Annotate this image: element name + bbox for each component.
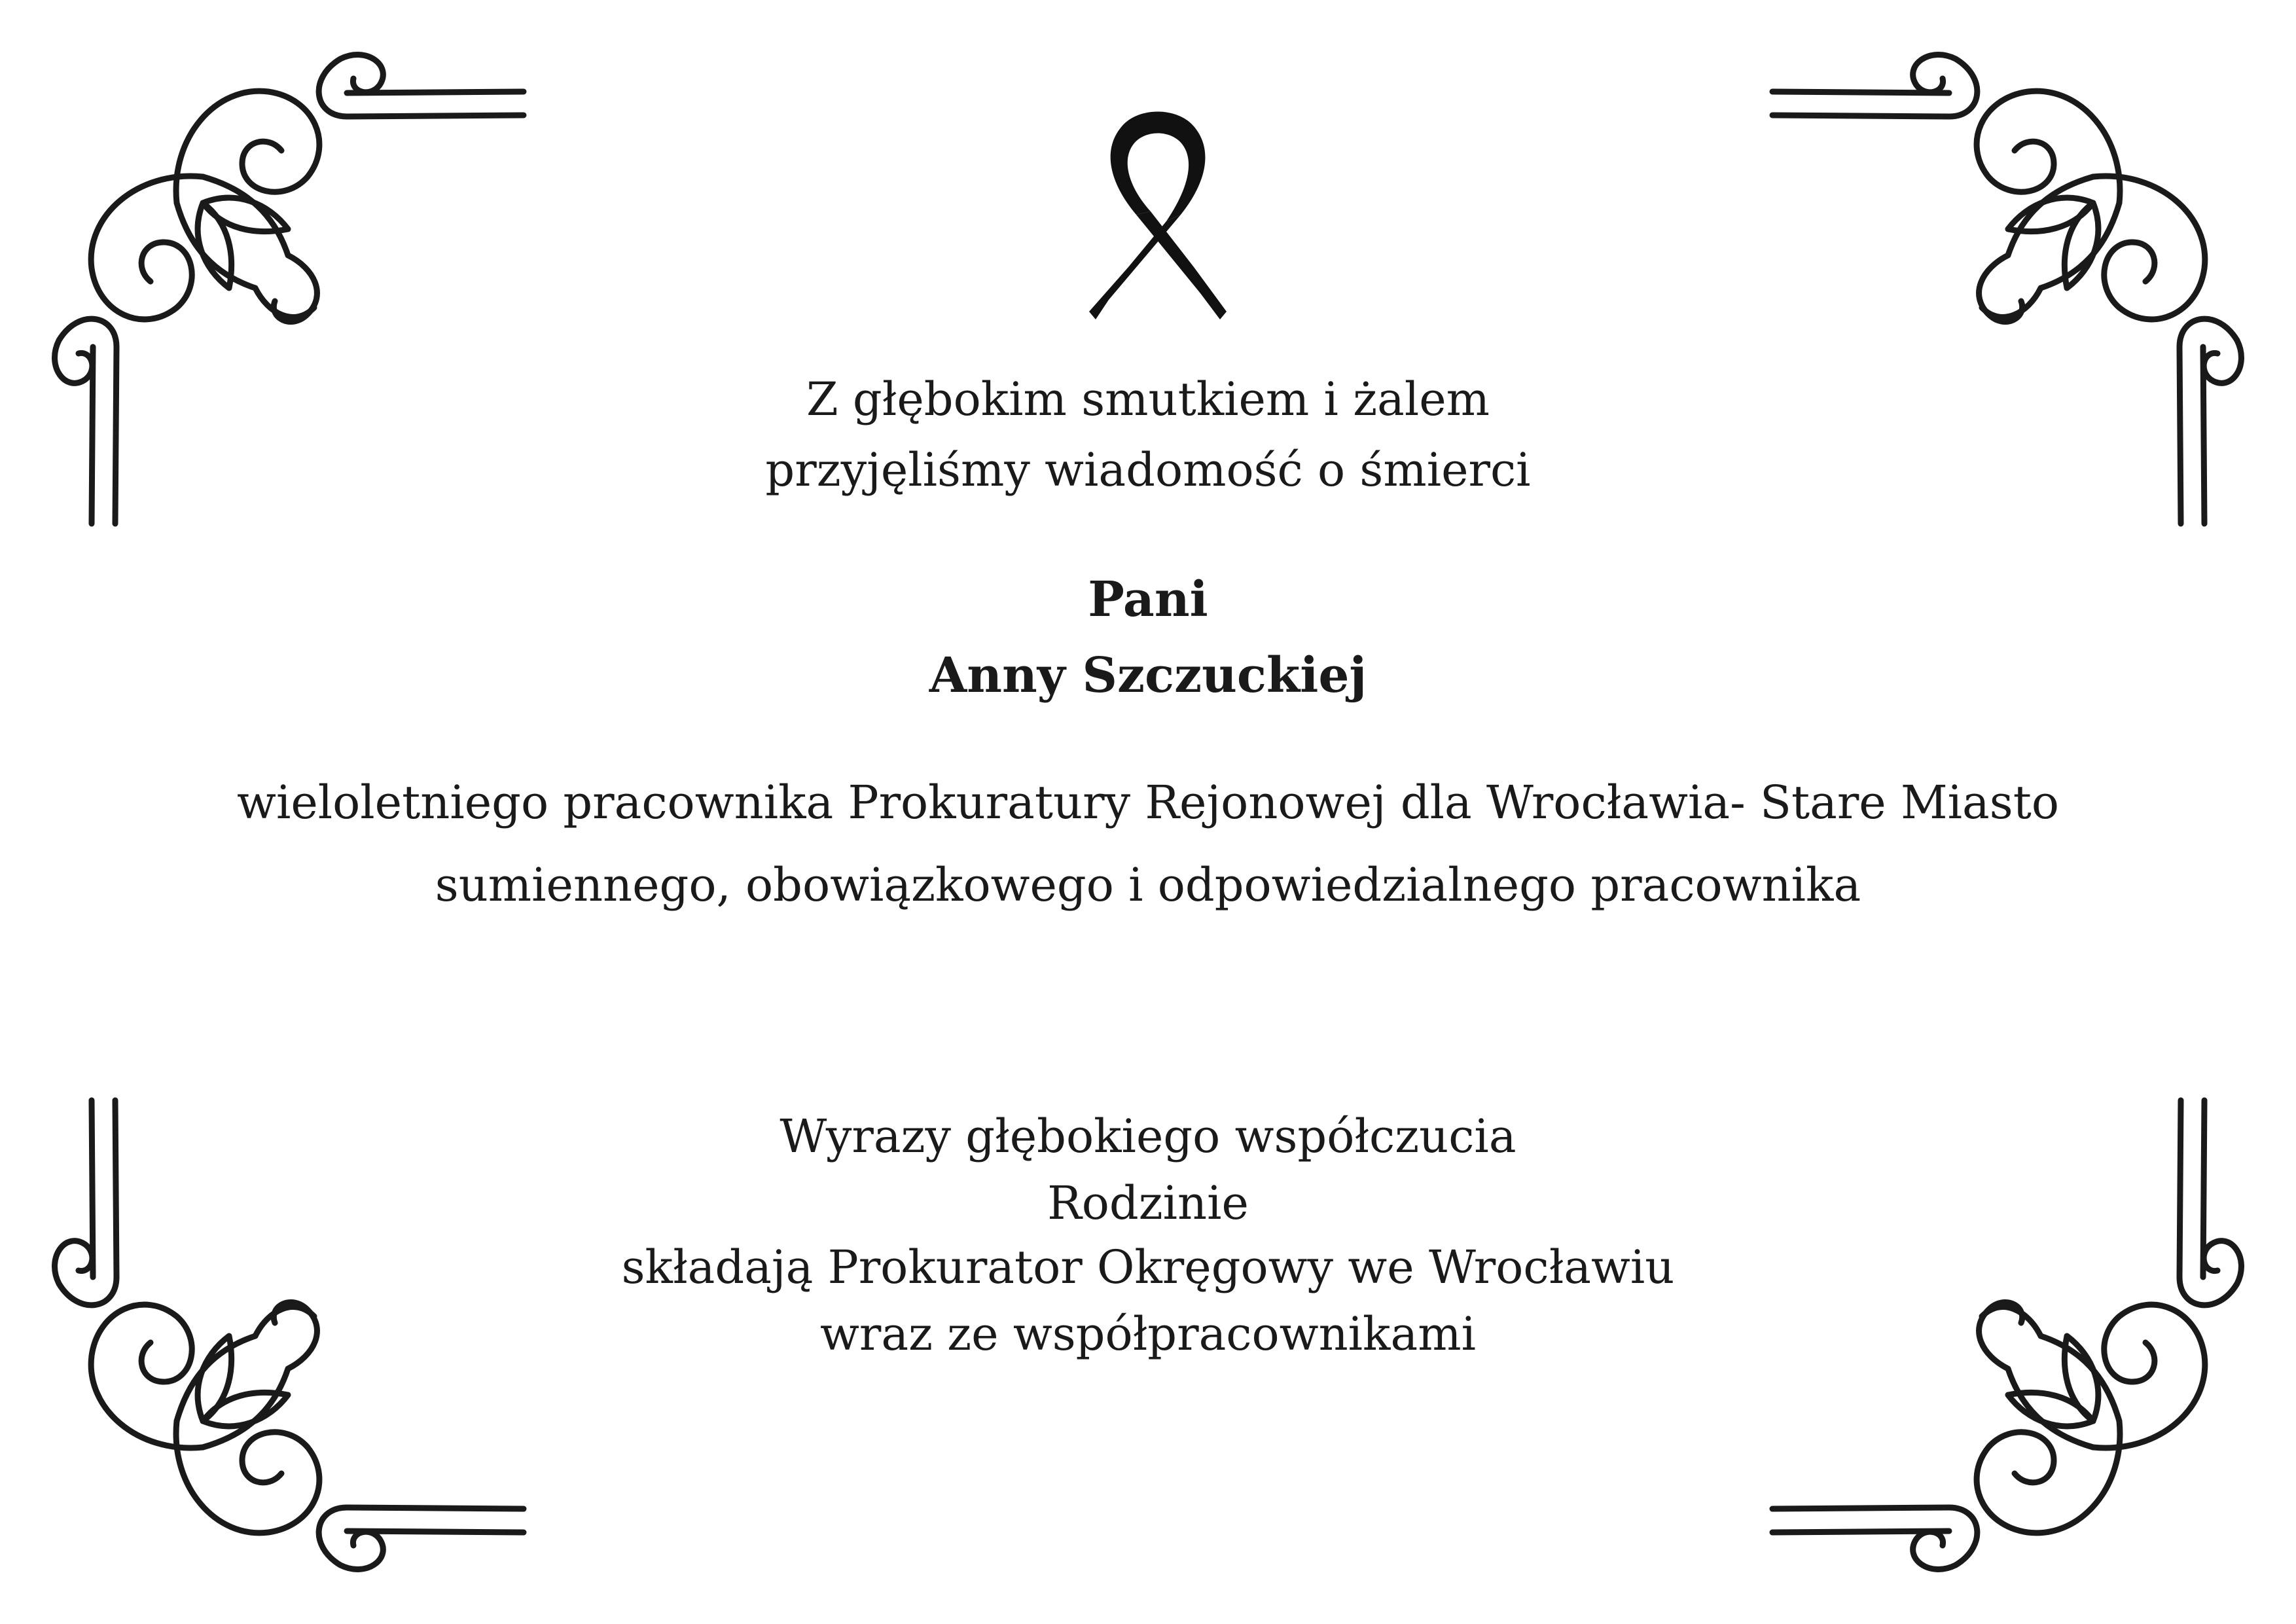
condolence-line-1: Wyrazy głębokiego współczucia	[780, 1110, 1516, 1163]
condolence-line-2: Rodzinie	[1047, 1176, 1249, 1230]
honorific: Pani	[1088, 571, 1208, 628]
description-line-1: wieloletniego pracownika Prokuratury Rejonowej dla Wrocławia- Stare Miasto	[237, 776, 2059, 829]
intro-line-2: przyjęliśmy wiadomość o śmierci	[765, 443, 1531, 497]
deceased-name: Anny Szczuckiej	[929, 647, 1367, 704]
mourning-ribbon-icon	[1089, 103, 1227, 326]
condolence-line-4: wraz ze współpracownikami	[820, 1307, 1476, 1361]
description-line-2: sumiennego, obowiązkowego i odpowiedzialnego pracownika	[435, 858, 1861, 912]
intro-line-1: Z głębokim smutkiem i żalem	[806, 372, 1490, 426]
condolence-line-3: składają Prokurator Okręgowy we Wrocławiu	[621, 1240, 1675, 1294]
